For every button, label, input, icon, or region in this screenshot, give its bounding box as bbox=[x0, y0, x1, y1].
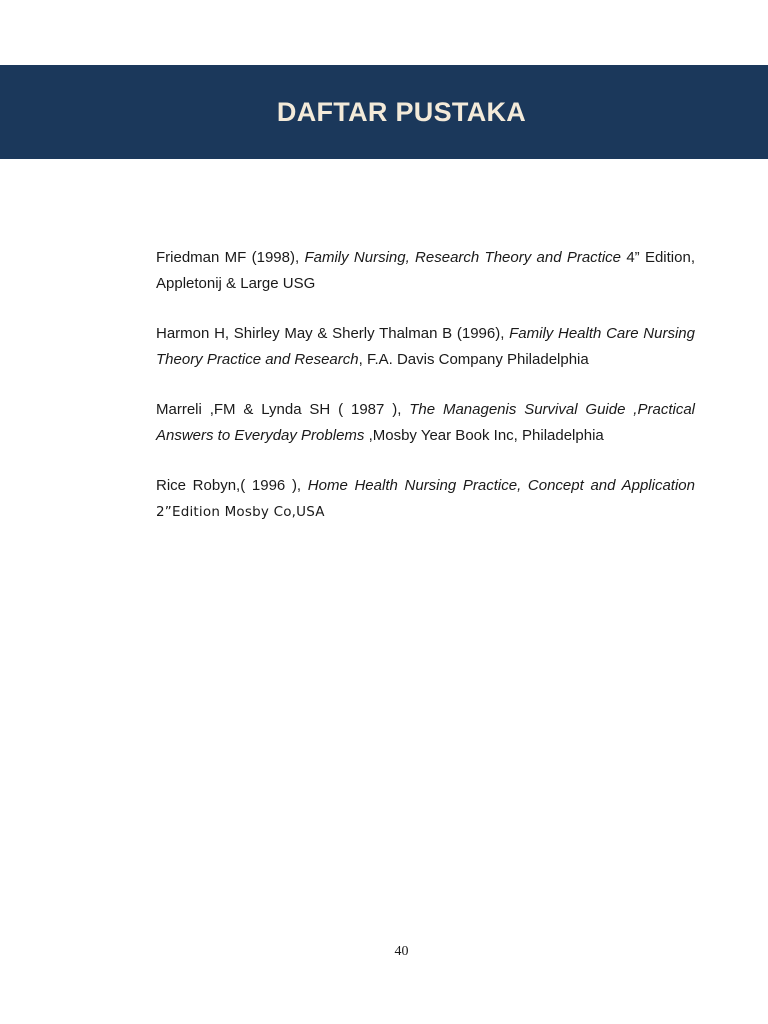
page-title: DAFTAR PUSTAKA bbox=[276, 96, 527, 127]
reference-publisher: ,Mosby Year Book Inc, Philadelphia bbox=[364, 426, 604, 444]
reference-entry bbox=[156, 397, 695, 449]
reference-authors: Friedman MF (1998), bbox=[156, 249, 305, 266]
header-band bbox=[0, 65, 768, 159]
reference-entry bbox=[156, 321, 695, 373]
reference-publisher: , F.A. Davis Company Philadelphia bbox=[358, 350, 589, 368]
reference-publisher: 4” Edition, Appletonij & Large USG bbox=[156, 249, 695, 292]
reference-title: Home Health Nursing Practice, Concept and Application bbox=[307, 477, 695, 494]
reference-authors: Rice Robyn,( 1996 ), bbox=[156, 477, 308, 494]
reference-list bbox=[156, 245, 695, 549]
reference-entry bbox=[156, 473, 695, 525]
reference-edition: 2”Edition Mosby Co,USA bbox=[156, 503, 325, 520]
reference-title: Family Health Care Nursing Theory Practice and Research bbox=[156, 325, 695, 368]
reference-title: Family Nursing, Research Theory and Practice bbox=[304, 249, 622, 266]
reference-authors: Harmon H, Shirley May & Sherly Thalman B (1996), bbox=[156, 325, 510, 342]
reference-title: The Managenis Survival Guide ,Practical Answers to Everyday Problems bbox=[156, 401, 695, 444]
page-number: 40 bbox=[394, 944, 409, 959]
reference-authors: Marreli ,FM & Lynda SH ( 1987 ), bbox=[156, 401, 410, 418]
reference-entry bbox=[156, 245, 695, 297]
